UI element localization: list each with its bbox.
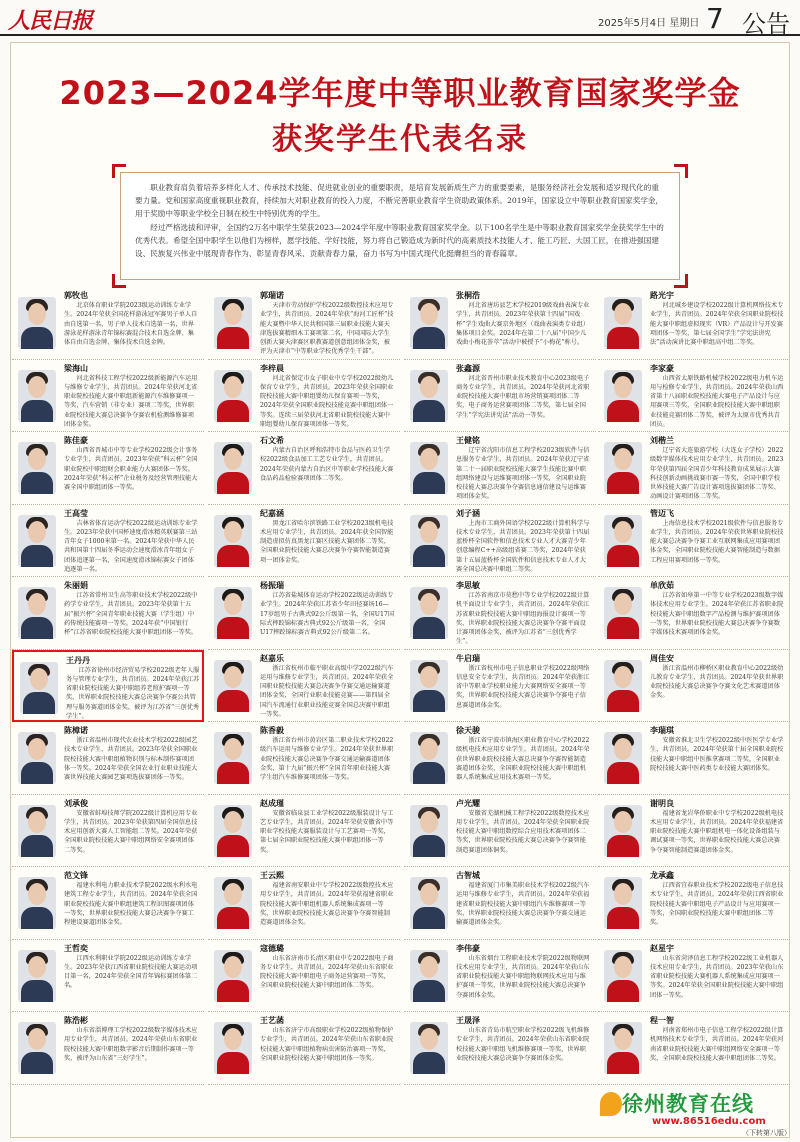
student-description: 江苏省徐州市经济贸易学校2022级老年人服务与管理专业学生，共青团员。2024年荣获江苏省职业院校技能大赛中职组养老照护赛项一等奖，世界职业院校技能大赛总决赛争夺赛公共管理与服务赛道团体金奖，被评为江苏省“三创优秀学生”。 (66, 666, 200, 720)
student-name: 牛启瑞 (456, 653, 480, 663)
student-description: 上海市工商外国语学校2022级计算机科学与技术专业学生，共青团员。2023年荣获第十四届蓝桥杯全国软件和信息技术专业人才大赛青少年创意编程C++高级组省赛二等奖，2024年荣获第十五届蓝桥杯全国软件和信息技术专业人才大赛全国总决赛中职组二等奖。 (456, 519, 590, 573)
student-card (598, 577, 790, 650)
student-card (12, 795, 204, 868)
student-description: 河南省郑州市电子信息工程学校2022级计算机网络技术专业学生，共青团员。2024年荣获河南省职业院校技能大赛中职组网络安全赛项一等奖，全国职业院校技能大赛中职组团体二等奖。 (650, 1027, 784, 1062)
student-photo (214, 660, 252, 712)
student-name: 路光宇 (650, 291, 674, 300)
student-photo (604, 877, 642, 929)
student-description: 山东省济宁市高级职业学校2022级植物保护专业学生，共青团员。2024年荣获山东省职业院校技能大赛中职组植物病虫害防治赛项一等奖，全国职业院校技能大赛中职组团体一等奖。 (260, 1027, 394, 1062)
student-description: 河北省保定市女子职业中专学校2022级幼儿保育专业学生，共青团员。2023年荣获全国职业院校技能大赛中职组婴幼儿保育赛项一等奖，2024年荣获全国职业院校技能竞赛中职组团体一等奖。连续三届荣获河北省职业院校技能大赛中职组婴幼儿保育赛项团体一等奖。 (260, 374, 394, 428)
student-card (598, 795, 790, 868)
watermark-url[interactable]: www.86516edu.com (652, 1116, 766, 1127)
section-name: 公告 (742, 10, 790, 38)
student-photo (18, 297, 56, 349)
student-name: 朱丽娟 (64, 581, 88, 590)
student-name: 古智城 (456, 871, 480, 880)
student-photo (410, 805, 448, 857)
student-name: 李家豪 (650, 363, 674, 373)
student-name: 陈佳豪 (64, 436, 88, 445)
student-name: 卢光耀 (456, 798, 480, 808)
student-name: 赵星宇 (650, 943, 674, 953)
student-name: 谢明良 (650, 798, 674, 808)
student-photo (604, 950, 642, 1002)
student-card (404, 1012, 596, 1085)
student-description: 黑龙江省哈尔滨铁路工业学校2023级机电技术应用专业学生，共青团员。2024年获全国智能制造虚拟仿真黑龙江赛区技能大赛团体二等奖，全国职业院校技能大赛总决赛争夺赛智能制造赛项一团体金奖。 (260, 519, 394, 564)
student-card (404, 795, 596, 868)
student-photo (604, 805, 642, 857)
student-photo (214, 515, 252, 567)
student-description: 江苏省南京市莫愁中等专业学校2022级计算机平面设计专业学生，共青团员。2024年荣获江苏省职业院校技能大赛中职组海报设计赛项一等奖，世界职业院校技能大赛总决赛争夺赛平面设计赛项团体金奖，被评为江苏省“三创优秀学生”。 (456, 592, 590, 646)
student-photo (214, 877, 252, 929)
student-photo (410, 587, 448, 639)
student-description: 安徽省淮北卫生学校2022级中医医学专业学生，共青团员。2024年荣获第十届全国职业院校技能大赛中职组中医推拿赛项二等奖，全国职业院校技能大赛中医药类专业技能大赛团体奖。 (650, 737, 784, 772)
student-photo (604, 297, 642, 349)
student-name: 龙承鑫 (650, 871, 674, 880)
intro-paragraph: 职业教育肩负着培养多样化人才、传承技术技能、促进就业创业的重要职责，是培育发展新质生产力的重要要素，是服务经济社会发展和适岁现代化的重要力量。党和国家高度重视职业教育，持续加大对职业教育的投入力度，不断完善职业教育学生资助政策体系。2019年，国家设立中等职业教育国家奖学金，用于奖励中等职业学校全日制在校生中特别优秀的学生。 (135, 183, 664, 218)
student-name: 郭牧也 (64, 291, 88, 300)
page-number: 7 (706, 2, 724, 35)
student-name: 张桐浩 (456, 291, 480, 300)
student-photo (214, 587, 252, 639)
student-card (598, 505, 790, 578)
student-photo (604, 442, 642, 494)
student-name: 徐天骏 (456, 726, 480, 735)
student-photo (410, 515, 448, 567)
student-photo (410, 877, 448, 929)
student-card (208, 432, 400, 505)
continued-note: （下转第八版） (742, 1129, 791, 1137)
student-description: 山东省烟台工程职业技术学院2022级物联网技术应用专业学生，共青团员。2024年荣获山东省职业院校技能大赛中职组物联网技术应用与维护赛项一等奖，世界职业院校技能大赛总决赛争夺赛团体金奖。 (456, 954, 590, 999)
student-name: 刘楷兰 (650, 436, 674, 445)
student-card (404, 287, 596, 360)
student-photo (214, 732, 252, 784)
student-card (598, 432, 790, 505)
student-card (404, 577, 596, 650)
student-description: 山东省济南市长清区职业中专2022级电子商务专业学生，共青团员。2024年荣获山东省职业院校技能大赛中职组电子商务运营赛项一等奖，全国职业院校技能大赛中职组团体二等奖。 (260, 954, 394, 990)
student-name: 李瑞琪 (650, 726, 674, 735)
student-card (208, 505, 400, 578)
student-card (404, 360, 596, 433)
student-name: 王哲奕 (64, 943, 88, 953)
student-description: 安徽省芜湖机械工程学校2022级数控技术应用专业学生，共青团员。2024年荣获全国职业院校技能大赛中职组数控综合应用技术赛项团体二等奖，世界职业院校技能大赛总决赛争夺赛智能制造赛道团体铜奖。 (456, 809, 590, 854)
student-name: 纪嘉涵 (260, 508, 284, 518)
student-photo (604, 1022, 642, 1074)
student-description: 浙江省台州市黄岩区第二职业技术学校2022级汽车运用与维修专业学生。2024年荣获世界职业院校技能大赛总决赛争夺赛交通运输赛道团体金奖，第十九届“振兴杯”全国青年职业技能大赛学生组汽车维修赛项团体一等奖。 (260, 737, 394, 782)
student-name: 刘子涵 (456, 508, 480, 518)
student-name: 郭瑞诺 (260, 291, 284, 300)
student-description: 河北城乡建设学校2022级计算机网络技术专业学生，共青团员。2024年荣获全国职业院校技能大赛中职组虚拟现实（VR）产品设计与开发赛项团体一等奖，第七届全国学生“学宪法讲宪法”活动演讲比赛中职组高中组二等奖。 (650, 302, 784, 347)
student-description: 福建省厦门市集美职业技术学校2022级汽车运用与维修专业学生，共青团员。2024年荣获福建省职业院校技能大赛中职组汽车维修赛项一等奖，世界职业院校技能大赛总决赛争夺赛交通运输赛道团体金奖。 (456, 882, 590, 927)
student-card (208, 650, 400, 723)
student-description: 浙江省温州市现代农业技术学校2022级园艺技术专业学生，共青团员。2023年荣获全国职业院校技能大赛中职组植物识别与标本制作赛项团体一等奖。2024年荣获全国农业行业职业技能大赛世界技能大赛园艺赛项选拔赛团体一等奖。 (64, 737, 198, 782)
page-title-line1: 2023—2024学年度中等职业教育国家奖学金 (59, 74, 741, 112)
student-photo (18, 877, 56, 929)
student-card (598, 650, 790, 723)
student-photo (20, 662, 58, 714)
student-description: 江苏省常州卫生高等职业技术学校2022级中药学专业学生，共青团员。2023年荣获第十五届“振兴杯”全国青年职业技能大赛（学生组）中药传统技能赛项一等奖。2024年获“中国银行杯”江苏省职业院校技能大赛中职组团体一等奖。 (64, 592, 198, 637)
student-photo (410, 732, 448, 784)
student-card (598, 722, 790, 795)
student-description: 福建省南安职业中专学校2022级数控技术应用专业学生，共青团员。2024年荣获福建省职业院校技能大赛中职组机器人系统集成赛项一等奖，世界职业院校技能大赛总决赛争夺赛智能制造赛道团体金奖。 (260, 882, 394, 927)
student-description: 北京体育职业学院2023级运动训练专业学生。2024年荣获全国花样游泳冠军赛男子单人自由自选第一名，男子单人技术自选第一名，世界游泳花样游泳青年锦标赛混合技术自选金牌、集体自由自选金牌、集体技术自选金牌。 (64, 302, 198, 347)
student-photo (410, 442, 448, 494)
masthead (0, 0, 800, 36)
leaf-icon (600, 1092, 622, 1116)
student-description: 河北省唐坊县艺术学校2019级戏曲表演专业学生，共青团员。2023年荣获第十四届“国戏杯”学生戏曲大赛京外地区（戏曲表演类专业组）集体项目金奖。2024年在第二十八届“中国少儿戏曲小梅花荟萃”活动中被授予“小梅花”称号。 (456, 302, 590, 347)
student-card (598, 867, 790, 940)
student-card (208, 287, 400, 360)
student-card (404, 505, 596, 578)
student-description: 浙江省杭州市电子信息职业学校2022级网络信息安全专业学生，共青团员。2024年荣获浙江省中等职业学校职业能力大赛网络安全赛项一等奖，世界职业院校技能大赛总决赛争夺赛电子信息赛道团体金奖。 (456, 664, 590, 709)
student-photo (604, 660, 642, 712)
student-card (208, 940, 400, 1013)
intro-paragraph: 经过严格选拔和评审，全国约2万名中职学生荣获2023—2024学年度中等职业教育国家奖学金。以下100名学生是中等职业教育国家奖学金获奖学生中的优秀代表。希望全国中职学生以他们为榜样，愿学技能、学好技能，努力将自己锻造成为新时代的高素质技术技能人才、能工巧匠、大国工匠，在推进强国建设、民族复兴伟业中展现青春作为、彰显青春风采、贡献青春力量，奋力书写为中国式现代化挺膺担当的青春篇章。 (135, 223, 664, 258)
student-card (208, 722, 400, 795)
student-photo (410, 660, 448, 712)
student-name: 陈浩彬 (64, 1016, 88, 1025)
student-description: 安徽省蚌埠技师学院2022级计算机应用专业学生，共青团员。2023年荣获第四届全国信息技术应用创新大赛人工智能组二等奖。2024年荣获全国职业院校技能大赛中职组网络安全赛项团体二等奖。 (64, 809, 198, 854)
student-description: 江西水利职业学院2022级运动训练专业学生。2023年荣获江西省职业院校技能大赛运动项目第一名，2024年荣获全国青年锦标赛团体第二名。 (64, 954, 198, 990)
student-description: 江西省宜春职业技术学校2022级电子信息技术专业学生，共青团员。2024年荣获江西省职业院校技能大赛中职组电子产品设计与应用赛项一等奖，全国职业院校技能大赛中职组团体二等奖。 (650, 882, 784, 927)
student-photo (214, 950, 252, 1002)
student-photo (18, 442, 56, 494)
student-description: 福建水利电力职业技术学院2022级水利水电建筑工程专业学生，共青团员。2024年荣获全国职业院校技能大赛中职组建筑工程识图赛项团体一等奖，世界职业院校技能大赛总决赛争夺赛工程建设赛道团体金奖。 (64, 882, 198, 927)
student-name: 管迈飞 (650, 508, 674, 518)
student-photo (214, 805, 252, 857)
student-description: 内蒙古自治区呼和浩特市食品与医药卫生学校2022级食品加工工艺专业学生，共青团员。2024年荣获内蒙古自治区中等职业学校技能大赛食品药品检验赛项团体二等奖。 (260, 447, 394, 482)
student-card (404, 722, 596, 795)
intro-box (120, 172, 680, 280)
student-name: 王高莹 (64, 508, 88, 518)
student-grid (12, 287, 788, 1137)
student-name: 赵成瑾 (260, 798, 284, 808)
student-name: 王艺菡 (260, 1016, 284, 1025)
student-card (12, 287, 204, 360)
student-photo (410, 950, 448, 1002)
student-card (208, 577, 400, 650)
student-name: 张鑫源 (456, 363, 480, 373)
student-name: 李伟豪 (456, 943, 480, 953)
student-name: 范文锋 (64, 871, 88, 880)
student-photo (410, 370, 448, 422)
student-name: 王云熙 (260, 871, 284, 880)
student-photo (410, 1022, 448, 1074)
student-description: 山东省菏泽信息工程学校2022级工业机器人技术应用专业学生，共青团员。2023年荣获山东省职业院校技能大赛机器人系统集成应用赛项一等奖。2024年荣获全国职业院校技能大赛中职组团体一等奖。 (650, 954, 784, 999)
student-photo (214, 297, 252, 349)
student-name: 单欣茹 (650, 581, 674, 590)
student-description: 上海信息技术学校2021级软件与信息服务专业学生，共青团员。2024年荣获世界职业院校技能大赛总决赛争夺赛工业互联网集成应用赛项团体金奖，全国职业院校技能大赛智能制造与数据工程应用赛项团体一等奖。 (650, 519, 784, 564)
student-card (12, 577, 204, 650)
student-name: 杨振瑞 (260, 581, 284, 590)
student-name: 梁海山 (64, 363, 88, 373)
student-description: 山西省太原铁路机械学校2022级电力机车运用与检修专业学生，共青团员。2024年荣获山西省第十八届职业院校技能大赛电子产品设计与应用赛项三等奖，全国职业院校技能大赛中职组职业技能竞赛团体二等奖，被评为太原市优秀共青团员。 (650, 374, 784, 428)
student-description: 辽宁省沈阳市信息工程学校2023级软件与信息服务专业学生，共青团员。2024年荣获辽宁省第二十一届职业院校技能大赛学生技能比赛中职组网络建设与运维赛项团体一等奖，全国职业院校技能大赛总决赛争夺赛信息通信建设与运维赛项团体金奖。 (456, 447, 590, 501)
student-description: 浙江省杭州市临平职业高级中学2022级汽车运用与维修专业学生，共青团员。2024年荣获全国职业院校技能大赛总决赛争夺赛交通运输赛道团体金奖，全国行业职业技能竞赛——第四届全国汽车流通行业职业技能竞赛全国总决赛中职组一等奖。 (260, 664, 394, 718)
student-name: 王健铭 (456, 436, 480, 445)
student-photo (604, 732, 642, 784)
student-photo (18, 1022, 56, 1074)
student-name: 赵嘉乐 (260, 653, 284, 663)
student-photo (18, 732, 56, 784)
student-description: 河北省科技工程学校2022级新能源汽车运用与维修专业学生，共青团员。2024年荣获河北省职业院校技能大赛中职组新能源汽车维修赛项一等奖，汽车营销（非专业）赛项二等奖，世界职业院校技能大赛总决赛争夺赛农机检测维修赛项团体金奖。 (64, 374, 198, 428)
student-card (12, 1012, 204, 1085)
student-description: 辽宁省大连旅游学校（大连女子学校）2022级数字媒体技术应用专业学生，共青团员。2023年荣获第四届全国青少年科技教育成果展示大赛科技创新动画挑战赛市赛一等奖，全国中职学校世界技能大赛广告设计赛项选拔赛团体二等奖、动画设计赛项团体二等奖。 (650, 447, 784, 501)
student-card (12, 432, 204, 505)
student-card (12, 722, 204, 795)
student-photo (604, 515, 642, 567)
student-name: 石文希 (260, 436, 284, 445)
student-card (208, 360, 400, 433)
student-card (598, 940, 790, 1013)
student-photo (604, 587, 642, 639)
student-card (12, 360, 204, 433)
student-name: 寇德璐 (260, 943, 284, 953)
student-description: 山西省晋城市中等专业学校2022级会计事务专业学生，共青团员。2023年荣获“科云杯”全国职业院校中职组财会职业能力大赛团体一等奖。2024年荣获“科云杯”企业税务及经营管理技能大赛全国中职组团体一等奖。 (64, 447, 198, 492)
student-description: 山东省淄博理工学校2022级数字媒体技术应用专业学生，共青团员。2024年荣获山东省职业院校技能大赛中职组数字影音后期制作赛项一等奖，被评为山东省“三好学生”。 (64, 1027, 198, 1062)
student-card (404, 650, 596, 723)
page-title-line2: 获奖学生代表名录 (272, 122, 528, 157)
student-description: 天津市劳动保护学校2022级数控技术应用专业学生，共青团员。2024年荣获“海河工匠杯”技能大赛暨中华人民共和国第三届职业技能大赛天津选拔赛精细木工赛项第二名，中国国际大学生创新大赛天津赛区职教赛道创意组团体金奖，被评为天津市“中等职业学校优秀学生干部”。 (260, 302, 394, 356)
student-photo (18, 587, 56, 639)
student-name: 王丹丹 (66, 655, 90, 665)
student-description: 山东省青岛市航空职业学校2022级飞机维修专业学生，共青团员。2024年荣获山东省职业院校技能大赛中职组飞机维修赛项一等奖，世界职业院校技能大赛总决赛争夺赛团体金奖。 (456, 1027, 590, 1062)
student-photo (214, 1022, 252, 1074)
student-photo (214, 442, 252, 494)
student-name: 王晟泽 (456, 1016, 480, 1025)
student-photo (604, 370, 642, 422)
student-photo (18, 950, 56, 1002)
student-card (12, 505, 204, 578)
student-description: 浙江省宁波市镇海区职业教育中心学校2022级机电技术应用专业学生，共青团员。2024年荣获世界职业院校技能大赛总决赛争夺赛智能制造赛道团体金奖，全国职业院校技能大赛中职组机器人系统集成应用技术赛项一等奖。 (456, 737, 590, 782)
student-name: 程一智 (650, 1016, 674, 1025)
student-card (404, 940, 596, 1013)
watermark-title: 徐州教育在线 (622, 1092, 754, 1116)
student-description: 浙江省温州市柳桥区职业教育中心2022级幼儿教育专业学生，共青团员。2024年荣获世界职业院校技能大赛总决赛争夺赛文化艺术赛道团体金奖。 (650, 664, 784, 700)
student-description: 福建省龙岩华侨职业中专学校2022级机电技术应用专业学生，共青团员。2024年荣获福建省职业院校技能大赛中职组机电一体化设备组装与调试赛项一等奖，世界职业院校技能大赛总决赛争夺赛智能制造赛道团体金奖。 (650, 809, 784, 854)
student-name: 陈香毅 (260, 726, 284, 735)
student-name: 刘承俊 (64, 798, 88, 808)
student-photo (214, 370, 252, 422)
student-card (12, 650, 204, 723)
student-description: 吉林省体育运动学校2022级运动训练专业学生。2023年荣获中国杯速度滑冰精英联赛第三站青年女子1000米第一名。2024年荣获中华人民共和国第十四届冬季运动会速度滑冰青年组女子团体追逐第一名，全国速度滑冰锦标赛女子团体追逐第一名。 (64, 519, 198, 573)
student-description: 江苏省如皋第一中等专业学校2023级数字媒体技术应用专业学生。2024年荣获江苏省职业院校技能大赛中职组数字产品检测与维护赛项团体一等奖，世界职业院校技能大赛总决赛争夺赛数字媒体技术赛项团体金奖。 (650, 592, 784, 637)
student-card (12, 867, 204, 940)
student-name: 陈樟诺 (64, 726, 88, 735)
student-card (208, 867, 400, 940)
student-card (208, 795, 400, 868)
student-name: 李思敏 (456, 581, 480, 590)
student-card (12, 940, 204, 1013)
student-card (598, 287, 790, 360)
student-card (208, 1012, 400, 1085)
student-description: 安徽省临泉县工业学校2022级服装设计与工艺专业学生，共青团员。2024年荣获安徽省中等职业学校技能大赛服装设计与工艺赛项一等奖，第七届全国职业院校技能大赛中职组团体一等奖。 (260, 809, 394, 854)
student-name: 周佳安 (650, 653, 674, 663)
student-description: 江苏省盐城体育运动学校2022级运动训练专业学生。2024年荣获江苏省少年田径赛场16—17岁组男子古典式92公斤级第一名，全国U17国际式摔跤锦标赛古典式92公斤级第一名，全国U17摔跤锦标赛古典式92公斤级第二名。 (260, 592, 395, 637)
student-description: 河北省晋州市职业技术教育中心2023级电子商务专业学生，共青团员。2024年荣获河北省职业院校技能大赛中职组市场营销赛项团体二等奖，电子商务运营赛项团体二等奖，第七届全国学生“学宪法讲宪法”活动一等奖。 (456, 374, 590, 419)
student-card (598, 1012, 790, 1085)
student-card (598, 360, 790, 433)
student-photo (18, 515, 56, 567)
issue-date: 2025年5月4日 星期日 (598, 18, 700, 29)
newspaper-logo: 人民日报 (8, 8, 93, 34)
student-photo (18, 805, 56, 857)
student-name: 李梓晨 (260, 363, 284, 373)
student-photo (18, 370, 56, 422)
student-photo (410, 297, 448, 349)
student-card (404, 432, 596, 505)
student-card (404, 867, 596, 940)
